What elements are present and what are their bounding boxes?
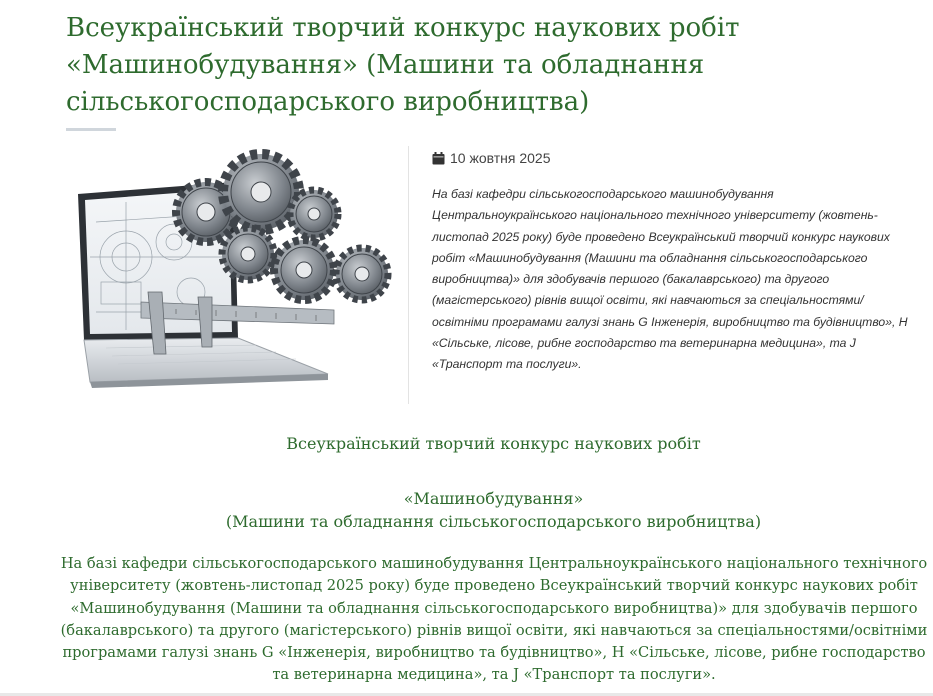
article-image[interactable] <box>66 142 408 404</box>
article-title[interactable]: Всеукраїнський творчий конкурс наукових робіт «Машинобудування» (Машини та обладнання сільськогосподарського виробництва) <box>66 13 740 117</box>
calendar-icon <box>432 152 445 165</box>
content-heading-line3: (Машини та обладнання сільськогосподарського виробництва) <box>225 512 762 531</box>
laptop-gears-illustration <box>66 142 408 404</box>
article-excerpt: На базі кафедри сільськогосподарського машинобудування Центральноукраїнського національного технічного університету (жовтень-листопад 2025 року) буде проведено Всеукраїнський творчий конкурс наукових робіт «Машинобудування (Машини та обладнання сільськогосподарського виробництва)» для здобувачів першого (бакалаврського) та другого (магістерського) рівнів вищої освіти, які навчаються за спеціальностями/освітніми програмами галузі знань G Інженерія, виробництво та будівництво», H «Сільське, лісове, рибне господарство та ветеринарна медицина», та J «Транспорт та послуги». <box>432 187 908 372</box>
content-heading-line2: «Машинобудування» <box>403 489 584 508</box>
title-divider <box>66 128 116 131</box>
article-date <box>432 148 551 168</box>
content-heading-line1: Всеукраїнський творчий конкурс наукових робіт <box>286 434 701 453</box>
content-paragraph: На базі кафедри сільськогосподарського машинобудування Центральноукраїнського національного технічного університету (жовтень-листопад 2025 року) буде проведено Всеукраїнський творчий конкурс наукових робіт «Машинобудування (Машини та обладнання сільськогосподарського виробництва)» для здобувачів першого (бакалаврського) та другого (магістерського) рівнів вищої освіти, які навчаються за спеціальностями/освітніми програмами галузі знань G «Інженерія, виробництво та будівництво», H «Сільське, лісове, рибне господарство та ветеринарна медицина», та J «Транспорт та послуги». <box>60 555 928 684</box>
date-text: 10 жовтня 2025 <box>450 150 551 166</box>
excerpt-divider <box>408 146 409 404</box>
